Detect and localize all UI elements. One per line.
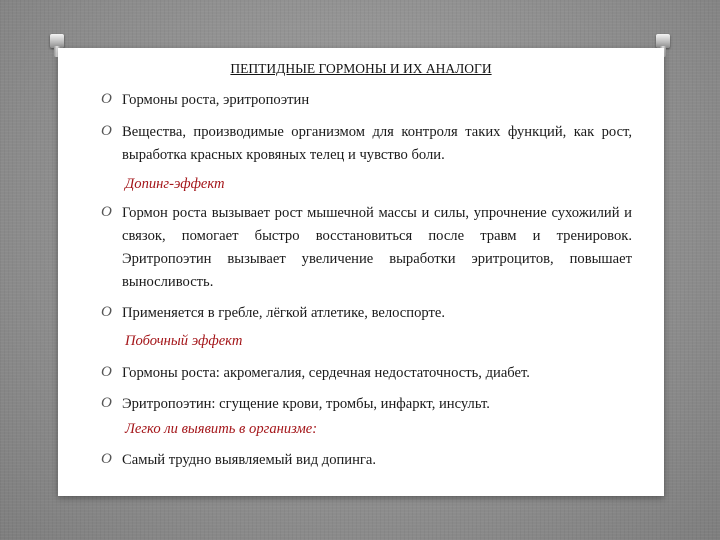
list-item: Эритропоэтин: сгущение крови, тромбы, инфаркт, инсульт. [122, 396, 490, 412]
bullet-icon: O [101, 395, 112, 411]
list-item: Гормон роста вызывает рост мышечной массы и силы, упрочнение сухожилий и связок, помогает быстро восстановиться после травм и тренировок. Эритропоэтин вызывает увеличение выработки эритроцитов, повышает выносливость. [122, 205, 632, 290]
subhead-side-effect: Побочный эффект [125, 333, 243, 349]
slide-content [58, 48, 664, 496]
bullet-icon: O [101, 204, 112, 220]
bullet-icon: O [101, 91, 112, 107]
list-item: Гормоны роста: акромегалия, сердечная недостаточность, диабет. [122, 365, 530, 381]
subhead-doping-effect: Допинг-эффект [125, 176, 225, 192]
bullet-icon: O [101, 123, 112, 139]
bullet-icon: O [101, 364, 112, 380]
bullet-icon: O [101, 451, 112, 467]
list-item: Вещества, производимые организмом для контроля таких функций, как рост, выработка красных кровяных телец и чувство боли. [122, 124, 632, 163]
subhead-detection: Легко ли выявить в организме: [125, 421, 318, 437]
list-item: Самый трудно выявляемый вид допинга. [122, 452, 377, 468]
slide-paper [58, 48, 664, 496]
list-item: Гормоны роста, эритропоэтин [122, 92, 310, 108]
bullet-icon: O [101, 304, 112, 320]
slide-title: ПЕПТИДНЫЕ ГОРМОНЫ И ИХ АНАЛОГИ [230, 61, 492, 76]
list-item: Применяется в гребле, лёгкой атлетике, велоспорте. [122, 305, 445, 321]
